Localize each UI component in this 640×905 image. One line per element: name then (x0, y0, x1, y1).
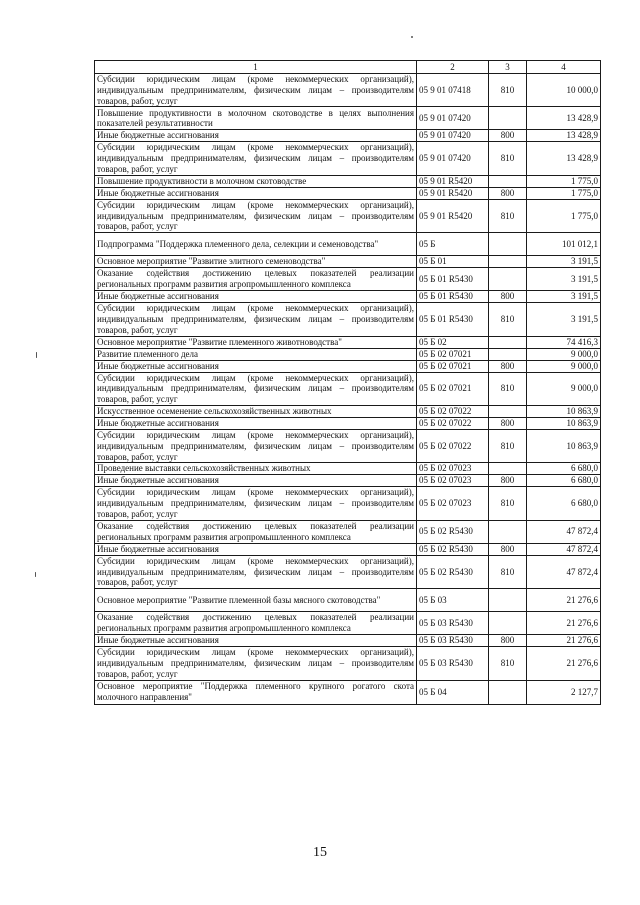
row-code: 05 Б 02 07022 (417, 429, 489, 462)
row-expense-type (489, 336, 527, 348)
row-code: 05 Б (417, 233, 489, 256)
scan-speck (35, 572, 36, 577)
row-code: 05 Б 03 R5430 (417, 612, 489, 635)
table-row (95, 417, 601, 429)
row-amount: 6 680,0 (527, 475, 601, 487)
row-amount: 6 680,0 (527, 487, 601, 520)
row-amount: 3 191,5 (527, 268, 601, 291)
table-row (95, 543, 601, 555)
row-code: 05 Б 03 (417, 589, 489, 612)
row-code: 05 9 01 07418 (417, 74, 489, 107)
table-row (95, 372, 601, 405)
row-amount: 47 872,4 (527, 555, 601, 588)
row-description: Основное мероприятие "Поддержка племенного крупного рогатого скота молочного направления" (95, 680, 417, 704)
row-amount: 1 775,0 (527, 175, 601, 187)
row-amount: 21 276,6 (527, 589, 601, 612)
scan-speck (36, 352, 37, 358)
row-code: 05 Б 03 R5430 (417, 647, 489, 680)
table-row (95, 303, 601, 336)
row-expense-type: 800 (489, 187, 527, 199)
table-row (95, 680, 601, 704)
column-number-3: 3 (489, 61, 527, 74)
table-row (95, 130, 601, 142)
row-code: 05 Б 01 R5430 (417, 268, 489, 291)
row-expense-type: 800 (489, 417, 527, 429)
row-code: 05 Б 01 R5430 (417, 291, 489, 303)
table-row (95, 74, 601, 107)
table-row (95, 268, 601, 291)
table-row (95, 360, 601, 372)
row-code: 05 Б 02 (417, 336, 489, 348)
table-row (95, 348, 601, 360)
row-expense-type (489, 405, 527, 417)
row-expense-type (489, 520, 527, 543)
row-code: 05 Б 03 R5430 (417, 635, 489, 647)
row-amount: 47 872,4 (527, 543, 601, 555)
table-row (95, 635, 601, 647)
scan-speck (411, 36, 413, 38)
row-expense-type: 810 (489, 74, 527, 107)
row-expense-type: 810 (489, 487, 527, 520)
table-row (95, 463, 601, 475)
table-row (95, 142, 601, 175)
row-code: 05 Б 02 07022 (417, 405, 489, 417)
row-code: 05 Б 02 R5430 (417, 543, 489, 555)
row-amount: 101 012,1 (527, 233, 601, 256)
row-description: Иные бюджетные ассигнования (95, 187, 417, 199)
row-amount: 10 863,9 (527, 417, 601, 429)
row-description: Субсидии юридическим лицам (кроме некоммерческих организаций), индивидуальным предпринимателям, физическим лицам – производителям товаров, работ, услуг (95, 74, 417, 107)
row-expense-type: 810 (489, 372, 527, 405)
table-row (95, 520, 601, 543)
table-row (95, 647, 601, 680)
table-row (95, 336, 601, 348)
table-row (95, 429, 601, 462)
row-code: 05 Б 02 07022 (417, 417, 489, 429)
row-code: 05 Б 01 (417, 256, 489, 268)
row-description: Оказание содействия достижению целевых показателей реализации региональных программ развития агропромышленного комплекса (95, 612, 417, 635)
row-expense-type: 810 (489, 429, 527, 462)
row-amount: 3 191,5 (527, 303, 601, 336)
table-row (95, 199, 601, 232)
row-expense-type: 810 (489, 555, 527, 588)
table-row (95, 612, 601, 635)
row-description: Субсидии юридическим лицам (кроме некоммерческих организаций), индивидуальным предпринимателям, физическим лицам – производителям товаров, работ, услуг (95, 429, 417, 462)
column-number-1: 1 (95, 61, 417, 74)
row-expense-type (489, 680, 527, 704)
row-amount: 13 428,9 (527, 107, 601, 130)
budget-table (94, 60, 601, 705)
row-description: Подпрограмма "Поддержка племенного дела, селекции и семеноводства" (95, 233, 417, 256)
row-amount: 21 276,6 (527, 635, 601, 647)
row-description: Иные бюджетные ассигнования (95, 635, 417, 647)
row-expense-type: 800 (489, 291, 527, 303)
row-expense-type: 810 (489, 303, 527, 336)
row-description: Иные бюджетные ассигнования (95, 417, 417, 429)
row-code: 05 9 01 R5420 (417, 187, 489, 199)
row-amount: 13 428,9 (527, 130, 601, 142)
row-amount: 6 680,0 (527, 463, 601, 475)
page-number: 15 (313, 845, 327, 860)
row-expense-type: 800 (489, 475, 527, 487)
row-amount: 21 276,6 (527, 647, 601, 680)
row-description: Субсидии юридическим лицам (кроме некоммерческих организаций), индивидуальным предпринимателям, физическим лицам – производителям товаров, работ, услуг (95, 555, 417, 588)
row-description: Субсидии юридическим лицам (кроме некоммерческих организаций), индивидуальным предпринимателям, физическим лицам – производителям товаров, работ, услуг (95, 199, 417, 232)
row-code: 05 Б 02 R5430 (417, 555, 489, 588)
row-code: 05 Б 02 07023 (417, 463, 489, 475)
table-row (95, 555, 601, 588)
row-amount: 9 000,0 (527, 348, 601, 360)
table-row (95, 256, 601, 268)
table-row (95, 405, 601, 417)
table-row (95, 475, 601, 487)
row-expense-type: 800 (489, 543, 527, 555)
row-code: 05 Б 02 07023 (417, 487, 489, 520)
row-code: 05 Б 02 R5430 (417, 520, 489, 543)
row-description: Искусственное осеменение сельскохозяйственных животных (95, 405, 417, 417)
row-amount: 10 863,9 (527, 429, 601, 462)
row-description: Иные бюджетные ассигнования (95, 475, 417, 487)
row-expense-type (489, 107, 527, 130)
row-amount: 1 775,0 (527, 199, 601, 232)
row-description: Основное мероприятие "Развитие племенной базы мясного скотоводства" (95, 589, 417, 612)
row-code: 05 9 01 R5420 (417, 175, 489, 187)
row-code: 05 Б 01 R5430 (417, 303, 489, 336)
row-expense-type (489, 268, 527, 291)
row-code: 05 Б 02 07021 (417, 360, 489, 372)
row-expense-type: 800 (489, 635, 527, 647)
row-amount: 74 416,3 (527, 336, 601, 348)
row-code: 05 9 01 07420 (417, 142, 489, 175)
row-description: Иные бюджетные ассигнования (95, 360, 417, 372)
row-code: 05 Б 02 07021 (417, 348, 489, 360)
row-expense-type (489, 589, 527, 612)
row-expense-type: 810 (489, 142, 527, 175)
row-description: Повышение продуктивности в молочном скотоводстве в целях выполнения показателей результативности (95, 107, 417, 130)
row-code: 05 Б 02 07021 (417, 372, 489, 405)
row-amount: 3 191,5 (527, 291, 601, 303)
row-amount: 2 127,7 (527, 680, 601, 704)
row-description: Субсидии юридическим лицам (кроме некоммерческих организаций), индивидуальным предпринимателям, физическим лицам – производителям товаров, работ, услуг (95, 372, 417, 405)
row-description: Оказание содействия достижению целевых показателей реализации региональных программ развития агропромышленного комплекса (95, 520, 417, 543)
row-description: Иные бюджетные ассигнования (95, 130, 417, 142)
row-description: Иные бюджетные ассигнования (95, 543, 417, 555)
row-amount: 1 775,0 (527, 187, 601, 199)
row-description: Основное мероприятие "Развитие племенного животноводства" (95, 336, 417, 348)
row-amount: 21 276,6 (527, 612, 601, 635)
row-description: Субсидии юридическим лицам (кроме некоммерческих организаций), индивидуальным предпринимателям, физическим лицам – производителям товаров, работ, услуг (95, 142, 417, 175)
row-description: Повышение продуктивности в молочном скотоводстве (95, 175, 417, 187)
row-code: 05 Б 04 (417, 680, 489, 704)
row-expense-type: 810 (489, 199, 527, 232)
table-row (95, 107, 601, 130)
row-description: Основное мероприятие "Развитие элитного семеноводства" (95, 256, 417, 268)
table-row (95, 187, 601, 199)
row-expense-type: 810 (489, 647, 527, 680)
table-row (95, 291, 601, 303)
column-number-4: 4 (527, 61, 601, 74)
row-expense-type (489, 348, 527, 360)
table-row (95, 487, 601, 520)
row-amount: 3 191,5 (527, 256, 601, 268)
row-expense-type (489, 463, 527, 475)
row-description: Развитие племенного дела (95, 348, 417, 360)
row-description: Субсидии юридическим лицам (кроме некоммерческих организаций), индивидуальным предпринимателям, физическим лицам – производителям товаров, работ, услуг (95, 303, 417, 336)
table-row (95, 175, 601, 187)
row-code: 05 9 01 07420 (417, 107, 489, 130)
row-description: Иные бюджетные ассигнования (95, 291, 417, 303)
row-code: 05 Б 02 07023 (417, 475, 489, 487)
table-row (95, 233, 601, 256)
row-expense-type (489, 175, 527, 187)
row-description: Проведение выставки сельскохозяйственных животных (95, 463, 417, 475)
row-expense-type: 800 (489, 360, 527, 372)
row-amount: 9 000,0 (527, 360, 601, 372)
column-number-2: 2 (417, 61, 489, 74)
row-expense-type: 800 (489, 130, 527, 142)
row-description: Субсидии юридическим лицам (кроме некоммерческих организаций), индивидуальным предпринимателям, физическим лицам – производителям товаров, работ, услуг (95, 647, 417, 680)
row-expense-type (489, 256, 527, 268)
row-amount: 9 000,0 (527, 372, 601, 405)
row-description: Субсидии юридическим лицам (кроме некоммерческих организаций), индивидуальным предпринимателям, физическим лицам – производителям товаров, работ, услуг (95, 487, 417, 520)
row-code: 05 9 01 07420 (417, 130, 489, 142)
row-amount: 10 000,0 (527, 74, 601, 107)
row-description: Оказание содействия достижению целевых показателей реализации региональных программ развития агропромышленного комплекса (95, 268, 417, 291)
row-code: 05 9 01 R5420 (417, 199, 489, 232)
budget-table-body (95, 61, 601, 705)
table-header-row (95, 61, 601, 74)
row-expense-type (489, 612, 527, 635)
row-amount: 13 428,9 (527, 142, 601, 175)
row-expense-type (489, 233, 527, 256)
table-row (95, 589, 601, 612)
row-amount: 47 872,4 (527, 520, 601, 543)
row-amount: 10 863,9 (527, 405, 601, 417)
